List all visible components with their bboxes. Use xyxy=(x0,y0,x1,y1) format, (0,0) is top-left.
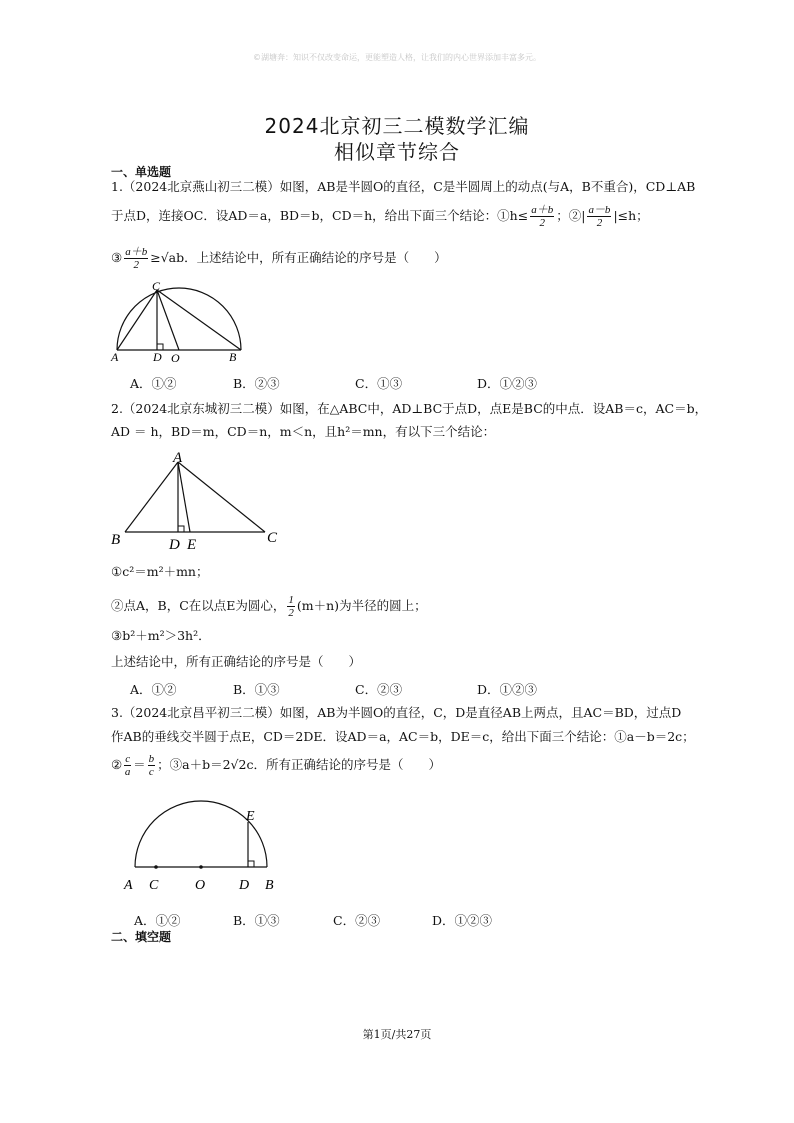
q1-option-c: C．①③ xyxy=(355,376,403,391)
page-footer: 第1页/共27页 xyxy=(362,1028,432,1041)
q3-label-o: O xyxy=(195,878,206,893)
q2-figure xyxy=(105,446,295,554)
q3-option-b: B．①③ xyxy=(233,913,280,928)
q3-frac2: $\frac{b}{c}$ xyxy=(148,753,155,778)
section-fill-blank: 二、填空题 xyxy=(111,930,172,944)
q2-option-c: C．②③ xyxy=(355,682,403,697)
section-single-choice: 一、单选题 xyxy=(111,165,172,179)
q1-line3: ③ $\frac{a+b}{2}$ ≥√ab．上述结论中，所有正确结论的序号是（ ） xyxy=(111,246,447,271)
q3-label-e: E xyxy=(246,809,255,824)
q2-conclusion-3: ③b²＋m²＞3h²． xyxy=(111,628,211,643)
q1-frac3: $\frac{a+b}{2}$ xyxy=(125,246,148,271)
q3-label-b: B xyxy=(265,878,274,893)
q1-option-b: B．②③ xyxy=(233,376,280,391)
q3-option-d: D．①②③ xyxy=(432,913,493,928)
q1-label-a: A xyxy=(111,350,119,364)
q1-line1: 1.（2024北京燕山初三二模）如图，AB是半圆O的直径，C是半圆周上的动点(与A，B不重合)，CD⊥AB xyxy=(111,179,696,194)
q1-frac1: $\frac{a+b}{2}$ xyxy=(531,204,554,229)
q1-label-c: C xyxy=(152,279,161,293)
q2-label-a: A xyxy=(173,450,183,466)
q3-label-c: C xyxy=(149,878,159,893)
q1-line2: 于点D，连接OC．设AD＝a，BD＝b，CD＝h，给出下面三个结论：①h≤ $\frac{a+b}{2}$ ；②| $\frac{a-b}{2}$ |≤h； xyxy=(111,204,649,229)
q1-figure xyxy=(105,278,255,368)
q1-option-d: D．①②③ xyxy=(477,376,538,391)
q3-option-a: A．①② xyxy=(134,913,181,928)
q3-figure xyxy=(118,800,290,896)
page-title: 2024北京初三二模数学汇编 xyxy=(264,114,530,138)
q3-line3: ② $\frac{c}{a}$ ＝ $\frac{b}{c}$ ；③a＋b＝2√2c．所有正确结论的序号是（ ） xyxy=(111,753,441,778)
q1-frac2: $\frac{a-b}{2}$ xyxy=(588,204,611,229)
page-subtitle: 相似章节综合 xyxy=(334,140,460,164)
q2-option-b: B．①③ xyxy=(233,682,280,697)
q2-conclusion-1: ①c²＝m²＋mn； xyxy=(111,564,209,579)
watermark: ©湖塘奔：知识不仅改变命运，更能塑造人格，让我们的内心世界添加丰富多元。 xyxy=(253,53,541,62)
q3-line2: 作AB的垂线交半圆于点E，CD＝2DE．设AD＝a，AC＝b，DE＝c，给出下面三个结论：①a－b＝2c； xyxy=(111,729,695,744)
q1-label-d: D xyxy=(153,350,162,364)
q3-line1: 3.（2024北京昌平初三二模）如图，AB为半圆O的直径，C，D是直径AB上两点，且AC＝BD，过点D xyxy=(111,705,682,720)
q3-label-a: A xyxy=(124,878,133,893)
q1-option-a: A．①② xyxy=(130,376,177,391)
q2-question: 上述结论中，所有正确结论的序号是（ ） xyxy=(111,654,362,669)
q2-line2: AD ＝ h，BD＝m，CD＝n，m＜n，且h²＝mn，有以下三个结论： xyxy=(111,424,496,439)
q1-label-b: B xyxy=(229,350,237,364)
q1-label-o: O xyxy=(171,351,180,365)
q2-label-b: B xyxy=(111,532,121,548)
q2-option-d: D．①②③ xyxy=(477,682,538,697)
q2-conclusion-2: ②点A，B，C在以点E为圆心， $\frac{1}{2}$ (m＋n)为半径的圆上； xyxy=(111,594,427,619)
q2-frac: $\frac{1}{2}$ xyxy=(288,594,294,619)
q2-label-d: D xyxy=(169,537,180,553)
q3-label-d: D xyxy=(239,878,250,893)
q2-option-a: A．①② xyxy=(130,682,177,697)
q2-line1: 2.（2024北京东城初三二模）如图，在△ABC中，AD⊥BC于点D，点E是BC的中点．设AB＝c，AC＝b， xyxy=(111,401,708,416)
q3-frac1: $\frac{c}{a}$ xyxy=(124,753,131,778)
q2-label-e: E xyxy=(187,537,197,553)
q3-option-c: C．②③ xyxy=(333,913,381,928)
q2-label-c: C xyxy=(267,530,278,546)
